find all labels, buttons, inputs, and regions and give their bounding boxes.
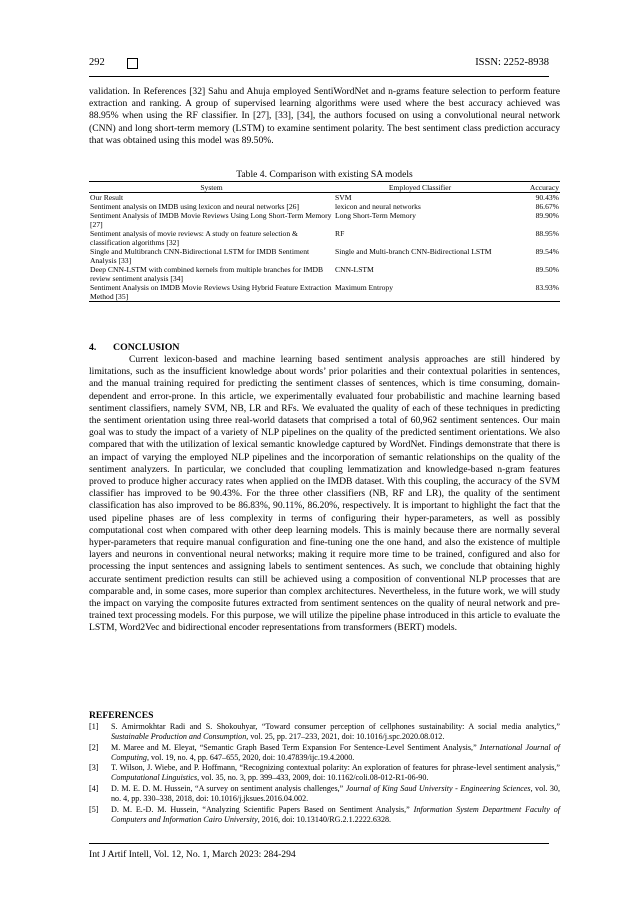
reference-number: [3] bbox=[89, 763, 99, 773]
reference-journal: Sustainable Production and Consumption bbox=[111, 732, 247, 742]
reference-journal: Computational Linguistics bbox=[111, 773, 198, 783]
reference-journal: International Journal of Computing bbox=[111, 742, 560, 762]
reference-number: [2] bbox=[89, 742, 99, 752]
reference-text: D. M. E. D. M. Hussein, “A survey on sentiment analysis challenges,” bbox=[111, 784, 346, 794]
table-row bbox=[89, 202, 560, 211]
reference-details: , 2016, doi: 10.13140/RG.2.1.2222.6328. bbox=[257, 814, 392, 824]
table-row bbox=[89, 229, 560, 247]
table-row bbox=[89, 193, 560, 203]
cell-system: Sentiment Analysis on IMDB Movie Reviews Using Hybrid Feature Extraction Method [35] bbox=[89, 283, 334, 302]
reference-details: , vol. 30, no. 4, pp. 330–338, 2018, doi: 10.1016/j.jksues.2016.04.002. bbox=[111, 784, 560, 804]
reference-item bbox=[89, 763, 560, 783]
conclusion-paragraph bbox=[89, 354, 560, 635]
cell-classifier: CNN-LSTM bbox=[335, 265, 374, 274]
cell-accuracy: 86.67% bbox=[535, 202, 559, 211]
checkbox-square-icon bbox=[127, 58, 138, 69]
reference-details: , vol. 35, no. 3, pp. 399–433, 2009, doi: 10.1162/coli.08-012-R1-06-90. bbox=[197, 773, 429, 783]
reference-number: [5] bbox=[89, 804, 99, 814]
section-title: CONCLUSION bbox=[113, 342, 180, 353]
cell-system: Sentiment analysis on IMDB using lexicon and neural networks [26] bbox=[90, 202, 300, 211]
table-row bbox=[89, 283, 560, 302]
reference-journal: Information System Department Faculty of Computers and Information Cairo University bbox=[111, 804, 560, 824]
cell-system: Sentiment Analysis of IMDB Movie Reviews Using Long Short-Term Memory [27] bbox=[90, 211, 332, 229]
section-number: 4. bbox=[89, 342, 97, 353]
reference-item bbox=[89, 805, 560, 825]
footer-divider bbox=[89, 843, 549, 844]
reference-item bbox=[89, 743, 560, 763]
header-divider bbox=[89, 76, 549, 77]
comparison-table bbox=[89, 181, 560, 302]
conclusion-text: Current lexicon-based and machine learning based sentiment analysis approaches are still hindered by limitations, such as the insufficient knowledge about words’ prior polarities and their contextual polarities in sentences, and the manual training required for predicting the sentiment classes of sentences, which is time consuming, domain-dependent and error-prone. In this article, we experimentally evaluated four probabilistic and machine learning based sentiment classifiers, namely SVM, NB, LR and RFs. We evaluated the quality of each of these techniques in predicting the sentiment orientation using three real-world datasets that comprised a total of 60,962 sentiment sentences. Our main goal was to study the impact of a variety of NLP pipelines on the quality of the predicted sentiment orientations. We also compared that with the utilization of lexical semantic knowledge captured by WordNet. Findings demonstrate that there is an impact of varying the employed NLP pipelines and the incorporation of semantic relationships on the quality of the sentiment analyzers. In particular, we concluded that coupling lemmatization and knowledge-based n-gram features proved to produce higher accuracy rates when applied on the IMDB dataset. With this coupling, the accuracy of the SVM classifier has improved to be 90.43%. For the three other classifiers (NB, RF and LR), the quality of the sentiment classification has also improved to be 86.83%, 90.11%, 86.20%, respectively. It is important to highlight the fact that the used pipeline phases are of less complexity in terms of configuring their hyper-parameters, as well as possibly computational cost when compared with other deep learning models. This is mainly because there are normally several hyper-parameters that require manual configuration and fine-tuning one the one hand, and also the existence of multiple layers and neurons in conventional neural networks; making it require more time to be trained, configured and also for processing the input sentences and assigning labels to sentiment sentences. As such, we conclude that obtaining highly accurate sentiment prediction results can still be achieved using a composition of conventional NLP processes that are comparable and, in some cases, more superior than complex architectures. Nevertheless, in the future work, we will study the impact on varying the composite futures extracted from sentiment sentences on the quality of neural network and pre-trained text processing models. For this purpose, we will utilize the pipeline phase introduced in this article to evaluate the LSTM, Word2Vec and bidirectional encoder representations from transformers (BERT) models. bbox=[89, 354, 560, 634]
reference-text: S. Amirmokhtar Radi and S. Shokouhyar, “Toward consumer perception of cellphones sustainability: A social media analytics,” bbox=[111, 722, 560, 731]
reference-details: , vol. 19, no. 4, pp. 647–655, 2020, doi: 10.47839/ijc.19.4.2000. bbox=[146, 752, 355, 762]
column-header-system: System bbox=[89, 182, 334, 193]
table-header-row bbox=[89, 182, 560, 193]
issn-label: ISSN: 2252-8938 bbox=[475, 57, 549, 68]
table-row bbox=[89, 247, 560, 265]
cell-system: Deep CNN-LSTM with combined kernels from multiple branches for IMDB review sentiment analysis [34] bbox=[90, 265, 324, 283]
reference-number: [4] bbox=[89, 784, 99, 794]
cell-classifier: SVM bbox=[335, 193, 352, 202]
cell-classifier: lexicon and neural networks bbox=[335, 202, 421, 211]
page-number: 292 bbox=[89, 57, 105, 68]
intro-paragraph: validation. In References [32] Sahu and Ahuja employed SentiWordNet and n-grams feature selection to perform feature extraction and ranking. A group of supervised learning algorithms were used where the best accuracy achieved was 88.95% when using the RF classifier. In [27], [33], [34], the authors focused on using a convolutional neural network (CNN) and long short-term memory (LSTM) to examine sentiment polarity. The best sentiment class prediction accuracy that was obtained using this model was 89.50%. bbox=[89, 86, 560, 146]
cell-accuracy: 89.50% bbox=[535, 265, 559, 274]
column-header-classifier: Employed Classifier bbox=[334, 182, 506, 193]
cell-classifier: Long Short-Term Memory bbox=[335, 211, 416, 220]
cell-accuracy: 83.93% bbox=[506, 283, 560, 302]
cell-classifier: Single and Multi-branch CNN-Bidirectional LSTM bbox=[335, 247, 492, 256]
table-caption: Table 4. Comparison with existing SA models bbox=[236, 169, 413, 180]
reference-text: D. M. E.-D. M. Hussein, “Analyzing Scientific Papers Based on Sentiment Analysis,” bbox=[111, 804, 414, 814]
cell-system: Single and Multibranch CNN-Bidirectional LSTM for IMDB Sentiment Analysis [33] bbox=[90, 247, 310, 265]
cell-accuracy: 89.54% bbox=[535, 247, 559, 256]
reference-item bbox=[89, 784, 560, 804]
column-header-accuracy: Accuracy bbox=[506, 182, 560, 193]
reference-text: T. Wilson, J. Wiebe, and P. Hoffmann, “Recognizing contextual polarity: An exploration of features for phrase-level sentiment analysis,” bbox=[111, 763, 560, 773]
cell-accuracy: 90.43% bbox=[535, 193, 559, 202]
table-row bbox=[89, 211, 560, 229]
cell-accuracy: 88.95% bbox=[535, 229, 559, 238]
cell-system: Our Result bbox=[90, 193, 124, 202]
reference-item bbox=[89, 722, 560, 742]
journal-footer: Int J Artif Intell, Vol. 12, No. 1, March 2023: 284-294 bbox=[89, 849, 296, 860]
running-header bbox=[89, 57, 549, 73]
reference-journal: Journal of King Saud University - Engineering Sciences bbox=[345, 784, 531, 794]
section-heading bbox=[89, 342, 179, 353]
reference-number: [1] bbox=[89, 722, 99, 731]
reference-details: , vol. 25, pp. 217–233, 2021, doi: 10.1016/j.spc.2020.08.012. bbox=[246, 732, 445, 742]
cell-classifier: RF bbox=[335, 229, 345, 238]
reference-text: M. Maree and M. Eleyat, “Semantic Graph Based Term Expansion For Sentence-Level Sentiment Analysis,” bbox=[111, 742, 480, 752]
cell-system: Sentiment analysis of movie reviews: A study on feature selection & classification algorithms [32] bbox=[90, 229, 298, 247]
cell-classifier: Maximum Entropy bbox=[334, 283, 506, 302]
table-row bbox=[89, 265, 560, 283]
reference-list bbox=[89, 722, 560, 825]
references-heading: REFERENCES bbox=[89, 710, 154, 721]
cell-accuracy: 89.90% bbox=[535, 211, 559, 220]
